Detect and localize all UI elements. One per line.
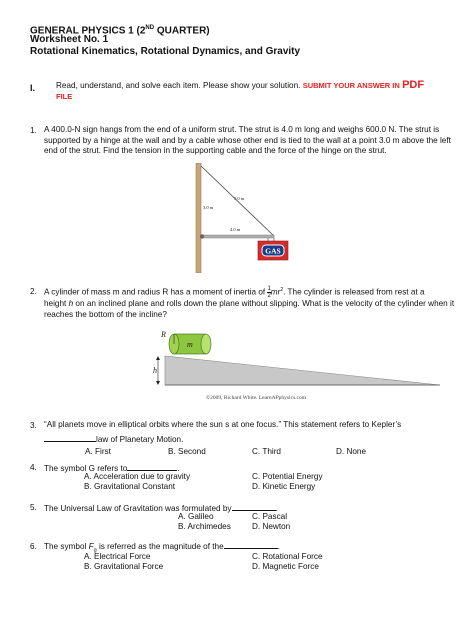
q4-option-d[interactable]: D. Kinetic Energy: [252, 482, 316, 491]
cylinder-end-right: [201, 334, 211, 354]
q5-text: [44, 502, 278, 515]
sign-label: GAS: [265, 246, 281, 256]
q4-option-c[interactable]: C. Potential Energy: [252, 472, 323, 481]
fraction-denominator: 2: [267, 293, 271, 300]
q3-text: “All planets move in elliptical orbits where the sun s at one focus.” This statement refers to Kepler’s: [44, 420, 402, 429]
height-arrow-top: [156, 356, 160, 360]
strut-figure: [190, 163, 295, 273]
q6-text: [44, 540, 280, 556]
worksheet-number: Worksheet No. 1: [30, 34, 109, 45]
q5-option-b[interactable]: B. Archimedes: [178, 522, 231, 531]
q4-number: 4.: [30, 463, 37, 472]
answer-blank[interactable]: [44, 433, 96, 442]
q2-line2: [44, 299, 460, 320]
submit-prefix: SUBMIT YOUR ANSWER IN: [302, 81, 400, 90]
title-text-end: QUARTER): [154, 25, 210, 37]
q2-text-d: on an inclined plane and rolls down the plane without slipping. What is the velocity of the cylinder when it reaches the bottom of the incline?: [44, 299, 455, 319]
q2-text-b: . The cylinder is released from rest at a: [283, 287, 425, 297]
worksheet-subtitle: Rotational Kinematics, Rotational Dynamics, and Gravity: [30, 46, 301, 57]
answer-blank[interactable]: [127, 462, 180, 473]
q2-line1: [44, 285, 456, 299]
q6-option-a[interactable]: A. Electrical Force: [84, 552, 151, 561]
strut-length-label: 4.0 m: [230, 227, 241, 232]
q6-option-c[interactable]: C. Rotational Force: [252, 552, 323, 561]
q2-text-c: height: [44, 299, 69, 308]
q4-question: The symbol G refers to: [44, 464, 128, 473]
wall: [196, 163, 201, 273]
incline-plane: [165, 356, 440, 385]
figure-credit: ©2009, Richard White. LearnAPphysics.com: [206, 395, 307, 401]
q6-option-d[interactable]: D. Magnetic Force: [252, 562, 319, 571]
cable: [201, 166, 274, 236]
q6-text-b: is referred as the magnitude of the: [96, 542, 224, 551]
q3-number: 3.: [30, 421, 37, 430]
q5-period: .: [275, 504, 278, 513]
submit-pdf: PDF: [402, 79, 425, 91]
incline-figure: [148, 328, 448, 406]
inertia-exponent: 2: [280, 287, 284, 293]
q3-line2-text: law of Planetary Motion.: [96, 435, 184, 444]
q6-period: .: [277, 542, 280, 551]
answer-blank[interactable]: [232, 502, 276, 511]
height-arrow-bottom: [156, 381, 160, 385]
height-label: h: [153, 366, 157, 375]
q5-option-a[interactable]: A. Galileo: [178, 512, 214, 521]
q4-option-b[interactable]: B. Gravitational Constant: [84, 482, 176, 491]
q3-option-c[interactable]: C. Third: [252, 447, 281, 456]
title-text: GENERAL PHYSICS 1 (2: [30, 25, 146, 37]
hinge: [200, 234, 204, 238]
q2-number: 2.: [30, 287, 37, 296]
q1-number: 1.: [30, 126, 37, 135]
force-symbol: F: [88, 542, 94, 551]
q1-text: A 400.0-N sign hangs from the end of a uniform strut. The strut is 4.0 m long and weighs 600.0 N. The strut is supported by a hinge at the wall and by a cable whose other end is tied to the wall at a point 3.0 m above the left end of the strut. Find the tension in the supporting cable and the force of the hinge on the strut.: [44, 125, 451, 155]
q3-option-a[interactable]: A. First: [85, 447, 111, 456]
force-subscript: g: [93, 547, 97, 554]
wall-height-label: 3.0 m: [203, 205, 214, 210]
q4-option-a[interactable]: A. Acceleration due to gravity: [84, 472, 191, 481]
submit-file: FILE: [56, 91, 73, 101]
section-instructions: [56, 80, 456, 102]
title-superscript: ND: [145, 25, 155, 31]
q2-text-a: A cylinder of mass m and radius R has a moment of inertia of: [44, 287, 266, 297]
mass-label: m: [187, 340, 193, 349]
inertia-term: mr: [270, 287, 281, 297]
section-numeral: I.: [30, 83, 36, 93]
q5-number: 5.: [30, 503, 37, 512]
q6-text-a: The symbol: [44, 542, 89, 551]
q3-option-d[interactable]: D. None: [336, 447, 367, 456]
cable-length-label: 5.0 m: [234, 196, 245, 201]
q5-option-d[interactable]: D. Newton: [252, 522, 291, 531]
q3-option-b[interactable]: B. Second: [168, 447, 206, 456]
q4-period: .: [177, 464, 180, 473]
strut: [201, 235, 274, 238]
q3-line2: [44, 433, 183, 446]
answer-blank[interactable]: [224, 540, 278, 549]
q6-option-b[interactable]: B. Gravitational Force: [84, 562, 164, 571]
height-symbol: h: [68, 299, 74, 308]
q6-number: 6.: [30, 542, 37, 551]
instructions-text: Read, understand, and solve each item. Please show your solution.: [56, 81, 301, 90]
radius-label: R: [161, 330, 166, 339]
fraction-numerator: 1: [267, 286, 271, 293]
q5-option-c[interactable]: C. Pascal: [252, 512, 288, 521]
q5-question: The Universal Law of Gravitation was formulated by: [44, 504, 232, 513]
